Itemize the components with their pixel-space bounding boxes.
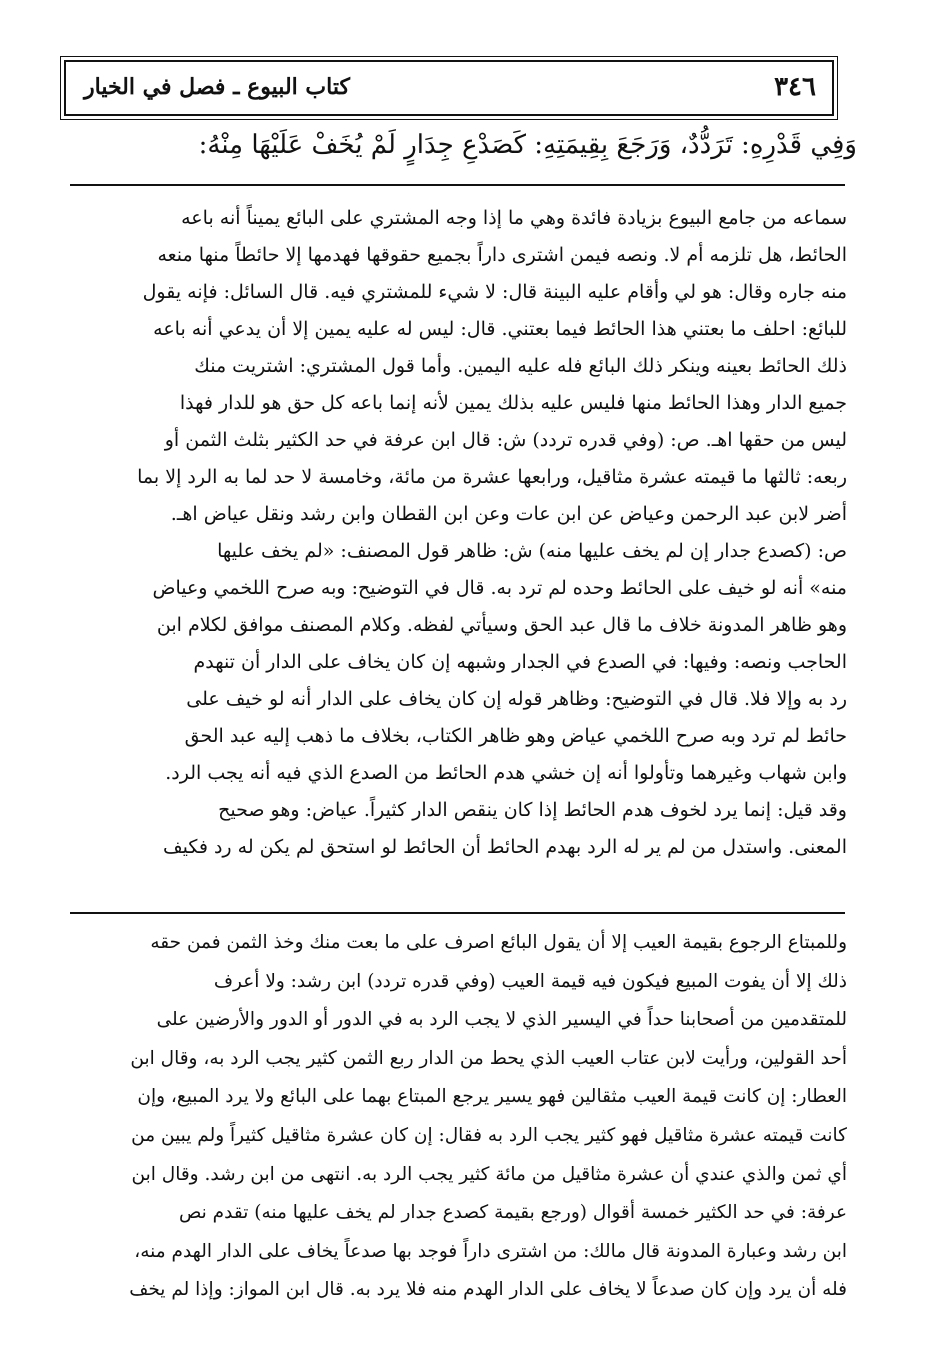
footnote-text <box>77 924 847 1310</box>
text-line: ليس من حقها اهـ. ص: (وفي قدره تردد) ش: قال ابن عرفة في حد الكثير بثلث الثمن أو <box>164 429 847 451</box>
text-line: العطار: إن كانت قيمة العيب مثقالين فهو يسير يرجع المبتاع بهما على البائع ولا يرد المبيع، وإن <box>137 1086 847 1108</box>
text-line: ربعه: ثالثها ما قيمته عشرة مثاقيل، ورابعها عشرة من مائة، وخامسة لا حد لما به الرد إلا بما <box>137 466 847 488</box>
text-line: أي ثمن والذي عندي أن عشرة مثاقيل من مائة كثير يجب الرد به. انتهى من ابن رشد. وقال ابن <box>131 1163 847 1185</box>
text-line: جميع الدار وهذا الحائط منها فليس عليه بذلك يمين لأنه إنما باعه كل حق هو للدار فهذا <box>179 392 847 414</box>
text-line: رد به وإلا فلا. قال في التوضيح: وظاهر قوله إن كان يخاف على الدار أنه لو خيف على <box>186 688 847 710</box>
text-line: ذلك إلا أن يفوت المبيع فيكون فيه قيمة العيب (وفي قدره تردد) ابن رشد: ولا أعرف <box>213 970 847 992</box>
matn-divider <box>70 184 845 186</box>
text-line: وللمبتاع الرجوع بقيمة العيب إلا أن يقول البائع اصرف على ما بعت منك وخذ الثمن فمن حقه <box>150 932 847 953</box>
text-line: عرفة: في حد الكثير خمسة أقوال (ورجع بقيمة كصدع جدار لم يخف عليها منه) تقدم نص <box>178 1202 847 1224</box>
text-line: كانت قيمته عشرة مثاقيل فهو كثير يجب الرد به فقال: إن كان عشرة مثاقيل كثيراً ولم يبين من <box>131 1124 847 1146</box>
text-line: الحاجب ونصه: وفيها: في الصدع في الجدار وشبهه إن كان يخاف على الدار أن تنهدم <box>193 651 847 673</box>
page-header <box>64 60 834 116</box>
text-line: ص: (كصدع جدار إن لم يخف عليها منه) ش: ظاهر قول المصنف: «لم يخف عليها <box>217 540 847 562</box>
text-line: وابن شهاب وغيرهما وتأولوا أنه إن خشي هدم الحائط من الصدع الذي فيه أنه يجب الرد. <box>165 762 847 784</box>
running-title: كتاب البيوع ـ فصل في الخيار <box>84 74 350 100</box>
footnote-divider <box>70 912 845 914</box>
text-line: المعنى. واستدل من لم ير له الرد بهدم الحائط أن الحائط لو استحق لم يكن له رد فكيف <box>162 836 847 858</box>
text-line: حائط لم ترد وبه صرح اللخمي عياض وهو ظاهر الكتاب، بخلاف ما ذهب إليه عبد الحق <box>184 725 847 747</box>
commentary-text <box>77 200 847 866</box>
text-line: أضر لابن عبد الرحمن وعياض عن ابن عات وعن ابن القطان وابن رشد ونقل عياض اهـ. <box>170 503 847 525</box>
text-line: منه» أنه لو خيف على الحائط وحده لم ترد به. قال في التوضيح: وبه صرح اللخمي وعياض <box>152 577 847 599</box>
matn-text: وَفِي قَدْرِهِ: تَرَدُّدٌ، وَرَجَعَ بِقِيمَتِهِ: كَصَدْعِ جِدَارٍ لَمْ يُخَفْ عَلَيْهَا مِنْهُ: <box>198 130 857 160</box>
text-line: فله أن يرد وإن كان صدعاً لا يخاف على الدار الهدم منه فلا يرد به. قال ابن المواز: وإذا لم يخف <box>129 1279 847 1301</box>
text-line: منه جاره وقال: هو لي وأقام عليه البينة قال: لا شيء للمشتري فيه. قال السائل: فإنه يقول <box>142 281 847 303</box>
text-line: أحد القولين، ورأيت لابن عتاب العيب الذي يحط من الدار ربع الثمن كثير يجب الرد به، وقال ابن <box>130 1047 847 1069</box>
text-line: الحائط، هل تلزمه أم لا. ونصه فيمن اشترى داراً بجميع حقوقها فهدمها إلا حائطاً منها منعه <box>157 244 847 266</box>
text-line: وهو ظاهر المدونة خلاف ما قال عبد الحق وسيأتي لفظه. وكلام المصنف موافق لكلام ابن <box>156 614 847 636</box>
text-line: سماعه من جامع البيوع بزيادة فائدة وهي ما إذا وجه المشتري على البائع يميناً أنه باعه <box>181 207 847 229</box>
text-line: ذلك الحائط بعينه وينكر ذلك البائع فله عليه اليمين. وأما قول المشتري: اشتريت منك <box>194 355 847 377</box>
text-line: للبائع: احلف ما بعتني هذا الحائط فيما بعتني. قال: ليس له عليه يمين إلا أن يدعي أنه باعه <box>153 318 847 340</box>
text-line: للمتقدمين من أصحابنا حداً في اليسير الذي لا يجب الرد به في الدور أو الدور والأرضين على <box>156 1009 847 1031</box>
page-number: ٣٤٦ <box>774 72 816 102</box>
text-line: وقد قيل: إنما يرد لخوف هدم الحائط إذا كان ينقص الدار كثيراً. عياض: وهو صحيح <box>218 799 847 821</box>
text-line: ابن رشد وعبارة المدونة قال مالك: من اشترى داراً فوجد بها صدعاً يخاف على الدار الهدم منه، <box>134 1240 847 1262</box>
